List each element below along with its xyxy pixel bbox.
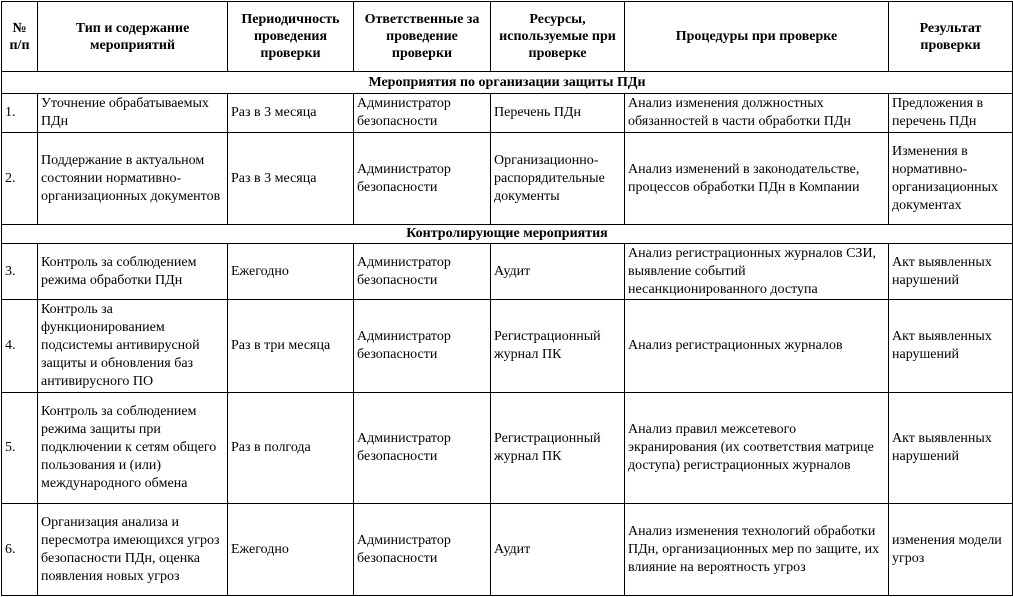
header-num: № п/п — [2, 2, 38, 72]
row-resources: Аудит — [491, 244, 625, 300]
row-responsible: Администратор безопасности — [354, 94, 491, 133]
row-resources: Организационно-распорядительные документы — [491, 133, 625, 225]
row-resources: Перечень ПДн — [491, 94, 625, 133]
table-row — [2, 504, 1013, 596]
row-procedures: Анализ регистрационных журналов — [625, 300, 889, 393]
row-responsible: Администратор безопасности — [354, 133, 491, 225]
table-row — [2, 133, 1013, 225]
section-row — [2, 225, 1013, 244]
row-num: 5. — [2, 393, 38, 504]
row-resources: Регистрационный журнал ПК — [491, 393, 625, 504]
row-num: 1. — [2, 94, 38, 133]
row-type: Контроль за соблюдением режима обработки ПДн — [38, 244, 228, 300]
row-procedures: Анализ правил межсетевого экранирования (их соответствия матрице доступа) регистрационных журналов — [625, 393, 889, 504]
row-num: 3. — [2, 244, 38, 300]
header-responsible: Ответственные за проведение проверки — [354, 2, 491, 72]
row-period: Раз в 3 месяца — [228, 94, 354, 133]
section-title: Мероприятия по организации защиты ПДн — [2, 72, 1013, 94]
document-table-wrapper — [1, 1, 1013, 596]
row-period: Раз в полгода — [228, 393, 354, 504]
row-num: 4. — [2, 300, 38, 393]
row-procedures: Анализ регистрационных журналов СЗИ, выявление событий несанкционированного доступа — [625, 244, 889, 300]
table-row — [2, 393, 1013, 504]
row-result: Изменения в нормативно-организационных документах — [889, 133, 1013, 225]
table-row — [2, 94, 1013, 133]
row-procedures: Анализ изменения должностных обязанностей в части обработки ПДн — [625, 94, 889, 133]
row-result: изменения модели угроз — [889, 504, 1013, 596]
row-responsible: Администратор безопасности — [354, 504, 491, 596]
row-responsible: Администратор безопасности — [354, 393, 491, 504]
header-type: Тип и содержание мероприятий — [38, 2, 228, 72]
row-type: Контроль за функционированием подсистемы антивирусной защиты и обновления баз антивирусного ПО — [38, 300, 228, 393]
row-procedures: Анализ изменений в законодательстве, процессов обработки ПДн в Компании — [625, 133, 889, 225]
row-type: Организация анализа и пересмотра имеющихся угроз безопасности ПДн, оценка появления новых угроз — [38, 504, 228, 596]
row-type: Поддержание в актуальном состоянии нормативно-организационных документов — [38, 133, 228, 225]
table-row — [2, 300, 1013, 393]
row-responsible: Администратор безопасности — [354, 244, 491, 300]
inspection-schedule-table — [1, 1, 1013, 596]
row-type: Контроль за соблюдением режима защиты при подключении к сетям общего пользования и (или) международного обмена — [38, 393, 228, 504]
row-type: Уточнение обрабатываемых ПДн — [38, 94, 228, 133]
table-row — [2, 244, 1013, 300]
row-procedures: Анализ изменения технологий обработки ПДн, организационных мер по защите, их влияние на вероятность угроз — [625, 504, 889, 596]
section-row — [2, 72, 1013, 94]
row-responsible: Администратор безопасности — [354, 300, 491, 393]
row-result: Акт выявленных нарушений — [889, 244, 1013, 300]
header-resources: Ресурсы, используемые при проверке — [491, 2, 625, 72]
row-num: 6. — [2, 504, 38, 596]
table-header-row — [2, 2, 1013, 72]
row-result: Предложения в перечень ПДн — [889, 94, 1013, 133]
row-num: 2. — [2, 133, 38, 225]
row-result: Акт выявленных нарушений — [889, 393, 1013, 504]
row-resources: Регистрационный журнал ПК — [491, 300, 625, 393]
section-title: Контролирующие мероприятия — [2, 225, 1013, 244]
row-period: Раз в три месяца — [228, 300, 354, 393]
header-period: Периодичность проведения проверки — [228, 2, 354, 72]
row-period: Ежегодно — [228, 504, 354, 596]
row-resources: Аудит — [491, 504, 625, 596]
row-result: Акт выявленных нарушений — [889, 300, 1013, 393]
header-result: Результат проверки — [889, 2, 1013, 72]
row-period: Раз в 3 месяца — [228, 133, 354, 225]
header-procedures: Процедуры при проверке — [625, 2, 889, 72]
row-period: Ежегодно — [228, 244, 354, 300]
